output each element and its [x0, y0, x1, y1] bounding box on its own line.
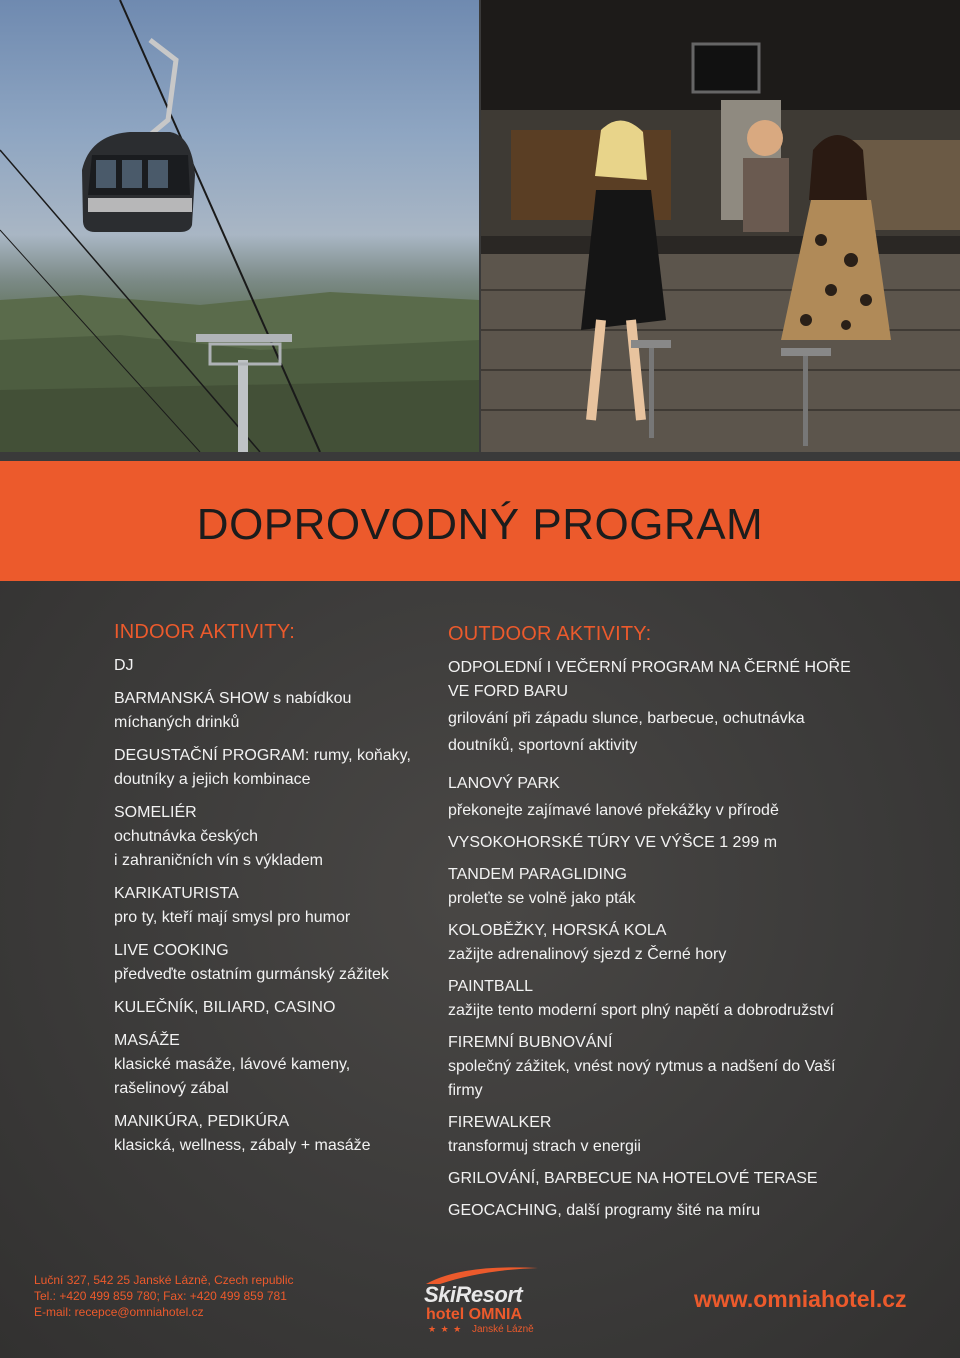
email-link[interactable]: E-mail: recepce@omniahotel.cz: [34, 1305, 204, 1319]
activity-desc: překonejte zajímavé lanové překážky v přírodě: [448, 802, 779, 819]
activity-desc: i zahraničních vín s výkladem: [114, 852, 323, 869]
logo-town: Janské Lázně: [472, 1324, 534, 1335]
activity-desc: rašelinový zábal: [114, 1080, 229, 1097]
activity-name: SOMELIÉR: [114, 804, 197, 821]
activity-desc: klasické masáže, lávové kameny,: [114, 1056, 351, 1073]
outdoor-item: [448, 1199, 918, 1223]
activity-desc: pro ty, kteří mají smysl pro humor: [114, 909, 351, 926]
header-photos: [0, 0, 960, 452]
outdoor-heading: OUTDOOR AKTIVITY:: [448, 623, 652, 645]
activity-name: ODPOLEDNÍ I VEČERNÍ PROGRAM NA ČERNÉ HOŘE: [448, 659, 851, 676]
outdoor-item: [448, 772, 918, 823]
activity-name: FIREMNÍ BUBNOVÁNÍ: [448, 1034, 613, 1051]
activity-name: DJ: [114, 657, 134, 674]
website-link[interactable]: www.omniahotel.cz: [694, 1286, 907, 1312]
outdoor-item: [448, 831, 918, 855]
indoor-item: [114, 654, 444, 678]
indoor-item: [114, 996, 444, 1020]
logo-brand: SkiResort: [424, 1282, 523, 1307]
title-band: [0, 461, 960, 581]
activity-name: FIREWALKER: [448, 1114, 552, 1131]
cable-car-illustration: [0, 0, 479, 452]
indoor-heading: INDOOR AKTIVITY:: [114, 621, 296, 643]
star-rating-icon: ★ ★ ★: [428, 1324, 463, 1334]
activity-desc: předveďte ostatním gurmánský zážitek: [114, 966, 389, 983]
indoor-item: [114, 1110, 444, 1158]
activity-name: TANDEM PARAGLIDING: [448, 866, 627, 883]
activity-desc: míchaných drinků: [114, 714, 240, 731]
bar-photo: [481, 0, 960, 452]
activity-desc: klasická, wellness, zábaly + masáže: [114, 1137, 371, 1154]
activity-desc: firmy: [448, 1082, 483, 1099]
outdoor-item: [448, 1167, 918, 1191]
indoor-activities: [114, 621, 444, 1167]
logo-hotel: hotel OMNIA: [426, 1306, 522, 1323]
outdoor-item: [448, 656, 918, 758]
activity-name: GRILOVÁNÍ, BARBECUE NA HOTELOVÉ TERASE: [448, 1170, 818, 1187]
activity-desc: proleťte se volně jako pták: [448, 890, 636, 907]
activity-name: MANIKÚRA, PEDIKÚRA: [114, 1113, 290, 1130]
indoor-item: [114, 1029, 444, 1101]
bar-illustration: [481, 0, 960, 452]
outdoor-item: [448, 919, 918, 967]
activity-desc: transformuj strach v energii: [448, 1138, 641, 1155]
activity-name: LANOVÝ PARK: [448, 775, 560, 792]
activity-name: KULEČNÍK, BILIARD, CASINO: [114, 999, 336, 1016]
address: Luční 327, 542 25 Janské Lázně, Czech republic: [34, 1273, 294, 1287]
phone: Tel.: +420 499 859 780; Fax: +420 499 859 781: [34, 1289, 287, 1303]
indoor-item: [114, 882, 444, 930]
activity-name: VE FORD BARU: [448, 683, 569, 700]
indoor-item: [114, 939, 444, 987]
activity-desc: doutníky a jejich kombinace: [114, 771, 311, 788]
page-title: DOPROVODNÝ PROGRAM: [196, 500, 764, 549]
activity-desc: ochutnávka českých: [114, 828, 259, 845]
activity-name: DEGUSTAČNÍ PROGRAM: rumy, koňaky,: [114, 747, 411, 764]
contact-info: [34, 1272, 294, 1320]
indoor-item: [114, 801, 444, 873]
activity-name: LIVE COOKING: [114, 942, 229, 959]
indoor-item: [114, 744, 444, 792]
outdoor-item: [448, 863, 918, 911]
activity-desc: grilování při západu slunce, barbecue, ochutnávka: [448, 710, 805, 727]
activity-name: KARIKATURISTA: [114, 885, 239, 902]
hotel-logo: [420, 1262, 550, 1342]
outdoor-item: [448, 1031, 918, 1103]
indoor-item: [114, 687, 444, 735]
program-content: [0, 581, 960, 1358]
outdoor-activities: [448, 623, 918, 1231]
activity-name: MASÁŽE: [114, 1032, 180, 1049]
outdoor-item: [448, 1111, 918, 1159]
activity-desc: zažijte adrenalinový sjezd z Černé hory: [448, 946, 727, 963]
activity-name: BARMANSKÁ SHOW s nabídkou: [114, 690, 352, 707]
activity-name: PAINTBALL: [448, 978, 534, 995]
activity-name: KOLOBĚŽKY, HORSKÁ KOLA: [448, 922, 667, 939]
activity-desc: doutníků, sportovní aktivity: [448, 737, 638, 754]
activity-name: GEOCACHING, další programy šité na míru: [448, 1202, 761, 1219]
cable-car-photo: [0, 0, 479, 452]
activity-desc: zažijte tento moderní sport plný napětí a dobrodružství: [448, 1002, 834, 1019]
activity-name: VYSOKOHORSKÉ TÚRY VE VÝŠCE 1 299 m: [448, 834, 778, 851]
activity-desc: společný zážitek, vnést nový rytmus a nadšení do Vaší: [448, 1058, 836, 1075]
outdoor-item: [448, 975, 918, 1023]
